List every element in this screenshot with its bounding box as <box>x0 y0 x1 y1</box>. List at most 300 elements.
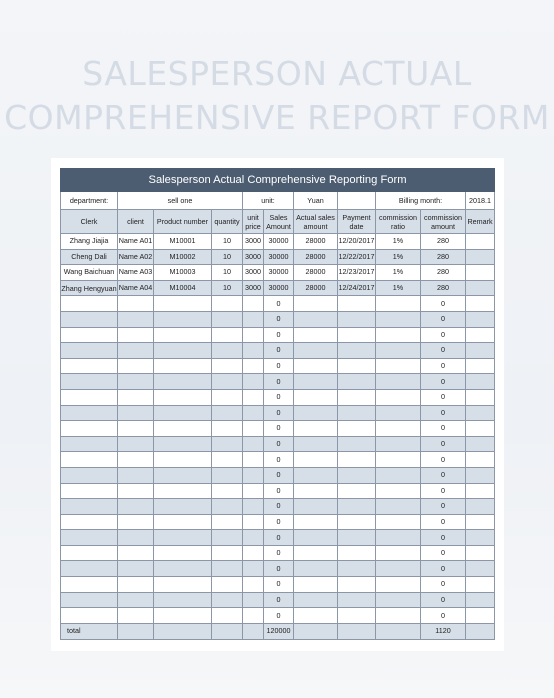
cell-payment-date[interactable] <box>338 327 376 343</box>
cell-sales-amount[interactable]: 0 <box>264 514 294 530</box>
cell-sales-amount[interactable]: 0 <box>264 467 294 483</box>
cell-remark[interactable] <box>466 389 495 405</box>
cell-commission-ratio[interactable] <box>376 327 421 343</box>
cell-unit-price[interactable] <box>243 577 264 593</box>
cell-remark[interactable] <box>466 405 495 421</box>
cell-remark[interactable] <box>466 577 495 593</box>
cell-clerk[interactable] <box>61 545 118 561</box>
total-cell-client[interactable] <box>118 623 154 639</box>
cell-actual-sales-amount[interactable] <box>294 608 338 624</box>
cell-quantity[interactable] <box>212 452 243 468</box>
cell-sales-amount[interactable]: 0 <box>264 530 294 546</box>
cell-commission-amount[interactable]: 0 <box>421 389 466 405</box>
cell-commission-ratio[interactable] <box>376 358 421 374</box>
cell-clerk[interactable] <box>61 499 118 515</box>
cell-actual-sales-amount[interactable] <box>294 499 338 515</box>
cell-client[interactable]: Name A02 <box>118 249 154 265</box>
cell-client[interactable] <box>118 311 154 327</box>
cell-sales-amount[interactable]: 0 <box>264 592 294 608</box>
cell-actual-sales-amount[interactable]: 28000 <box>294 280 338 296</box>
cell-clerk[interactable] <box>61 311 118 327</box>
cell-payment-date[interactable] <box>338 514 376 530</box>
cell-unit-price[interactable] <box>243 545 264 561</box>
cell-remark[interactable] <box>466 467 495 483</box>
cell-commission-amount[interactable]: 280 <box>421 249 466 265</box>
cell-clerk[interactable]: Zhang Jiajia <box>61 234 118 250</box>
cell-remark[interactable] <box>466 343 495 359</box>
cell-product-number[interactable] <box>154 343 212 359</box>
cell-product-number[interactable] <box>154 577 212 593</box>
cell-quantity[interactable] <box>212 577 243 593</box>
cell-actual-sales-amount[interactable]: 28000 <box>294 265 338 281</box>
cell-commission-ratio[interactable] <box>376 296 421 312</box>
cell-product-number[interactable]: M10001 <box>154 234 212 250</box>
cell-quantity[interactable] <box>212 514 243 530</box>
cell-actual-sales-amount[interactable] <box>294 561 338 577</box>
cell-commission-amount[interactable]: 0 <box>421 405 466 421</box>
cell-clerk[interactable] <box>61 436 118 452</box>
cell-client[interactable] <box>118 514 154 530</box>
cell-actual-sales-amount[interactable]: 28000 <box>294 234 338 250</box>
cell-actual-sales-amount[interactable] <box>294 311 338 327</box>
cell-unit-price[interactable]: 3000 <box>243 234 264 250</box>
cell-product-number[interactable] <box>154 311 212 327</box>
cell-client[interactable] <box>118 467 154 483</box>
table-row <box>61 405 495 421</box>
table-row <box>61 530 495 546</box>
table-row <box>61 499 495 515</box>
cell-clerk[interactable] <box>61 467 118 483</box>
cell-quantity[interactable] <box>212 327 243 343</box>
cell-payment-date[interactable] <box>338 421 376 437</box>
cell-payment-date[interactable] <box>338 499 376 515</box>
cell-unit-price[interactable] <box>243 499 264 515</box>
cell-commission-ratio[interactable] <box>376 499 421 515</box>
cell-payment-date[interactable] <box>338 467 376 483</box>
cell-commission-amount[interactable]: 0 <box>421 343 466 359</box>
cell-actual-sales-amount[interactable] <box>294 452 338 468</box>
cell-quantity[interactable] <box>212 483 243 499</box>
cell-actual-sales-amount[interactable] <box>294 514 338 530</box>
table-row <box>61 374 495 390</box>
cell-unit-price[interactable] <box>243 296 264 312</box>
cell-clerk[interactable] <box>61 577 118 593</box>
cell-client[interactable] <box>118 327 154 343</box>
cell-commission-amount[interactable]: 0 <box>421 436 466 452</box>
cell-commission-amount[interactable]: 0 <box>421 577 466 593</box>
cell-remark[interactable] <box>466 358 495 374</box>
cell-commission-amount[interactable]: 0 <box>421 530 466 546</box>
cell-payment-date[interactable] <box>338 530 376 546</box>
cell-remark[interactable] <box>466 530 495 546</box>
cell-clerk[interactable]: Wang Baichuan <box>61 265 118 281</box>
cell-payment-date[interactable]: 12/22/2017 <box>338 249 376 265</box>
cell-client[interactable] <box>118 577 154 593</box>
cell-sales-amount[interactable]: 30000 <box>264 234 294 250</box>
cell-sales-amount[interactable]: 0 <box>264 577 294 593</box>
cell-quantity[interactable] <box>212 530 243 546</box>
cell-commission-amount[interactable]: 0 <box>421 358 466 374</box>
cell-client[interactable] <box>118 436 154 452</box>
cell-commission-ratio[interactable] <box>376 436 421 452</box>
cell-payment-date[interactable] <box>338 343 376 359</box>
cell-actual-sales-amount[interactable] <box>294 577 338 593</box>
cell-clerk[interactable]: Zhang Hengyuan <box>61 280 118 296</box>
cell-unit-price[interactable] <box>243 436 264 452</box>
cell-client[interactable]: Name A01 <box>118 234 154 250</box>
cell-product-number[interactable] <box>154 327 212 343</box>
cell-sales-amount[interactable]: 0 <box>264 405 294 421</box>
cell-payment-date[interactable] <box>338 311 376 327</box>
total-cell-remark[interactable] <box>466 623 495 639</box>
cell-commission-ratio[interactable] <box>376 592 421 608</box>
cell-sales-amount[interactable]: 0 <box>264 327 294 343</box>
cell-quantity[interactable] <box>212 608 243 624</box>
cell-commission-ratio[interactable] <box>376 311 421 327</box>
cell-clerk[interactable] <box>61 483 118 499</box>
cell-actual-sales-amount[interactable] <box>294 530 338 546</box>
cell-quantity[interactable] <box>212 343 243 359</box>
unit-value[interactable]: Yuan <box>294 192 338 210</box>
total-cell-actual-sales-amount[interactable] <box>294 623 338 639</box>
cell-quantity[interactable] <box>212 374 243 390</box>
header-row <box>61 210 495 234</box>
cell-quantity[interactable]: 10 <box>212 265 243 281</box>
cell-sales-amount[interactable]: 0 <box>264 296 294 312</box>
cell-commission-amount[interactable]: 0 <box>421 467 466 483</box>
cell-commission-amount[interactable]: 280 <box>421 280 466 296</box>
cell-sales-amount[interactable]: 0 <box>264 343 294 359</box>
cell-client[interactable] <box>118 374 154 390</box>
cell-unit-price[interactable] <box>243 311 264 327</box>
cell-unit-price[interactable] <box>243 374 264 390</box>
cell-payment-date[interactable] <box>338 577 376 593</box>
cell-clerk[interactable] <box>61 327 118 343</box>
cell-unit-price[interactable] <box>243 561 264 577</box>
cell-actual-sales-amount[interactable] <box>294 358 338 374</box>
cell-commission-amount[interactable]: 0 <box>421 374 466 390</box>
cell-client[interactable] <box>118 561 154 577</box>
cell-unit-price[interactable]: 3000 <box>243 265 264 281</box>
cell-unit-price[interactable] <box>243 530 264 546</box>
meta-blank-cell[interactable] <box>338 192 376 210</box>
banner-line-2: COMPREHENSIVE REPORT FORM <box>4 98 550 137</box>
cell-product-number[interactable] <box>154 514 212 530</box>
cell-commission-ratio[interactable] <box>376 561 421 577</box>
cell-commission-amount[interactable]: 280 <box>421 234 466 250</box>
cell-product-number[interactable] <box>154 467 212 483</box>
cell-payment-date[interactable] <box>338 561 376 577</box>
cell-commission-ratio[interactable] <box>376 389 421 405</box>
cell-payment-date[interactable] <box>338 545 376 561</box>
cell-commission-ratio[interactable]: 1% <box>376 280 421 296</box>
cell-commission-amount[interactable]: 0 <box>421 421 466 437</box>
cell-commission-ratio[interactable] <box>376 608 421 624</box>
cell-commission-amount[interactable]: 0 <box>421 514 466 530</box>
cell-commission-ratio[interactable] <box>376 405 421 421</box>
cell-commission-amount[interactable]: 0 <box>421 311 466 327</box>
cell-clerk[interactable] <box>61 374 118 390</box>
cell-actual-sales-amount[interactable] <box>294 389 338 405</box>
column-header-payment-date: Payment date <box>338 210 376 234</box>
cell-product-number[interactable] <box>154 452 212 468</box>
cell-product-number[interactable] <box>154 530 212 546</box>
cell-product-number[interactable] <box>154 592 212 608</box>
cell-commission-ratio[interactable] <box>376 514 421 530</box>
cell-quantity[interactable] <box>212 561 243 577</box>
column-header-actual-sales-amount: Actual sales amount <box>294 210 338 234</box>
billing-month-label: Billing month: <box>376 192 466 210</box>
cell-quantity[interactable] <box>212 545 243 561</box>
cell-actual-sales-amount[interactable] <box>294 343 338 359</box>
cell-unit-price[interactable]: 3000 <box>243 249 264 265</box>
cell-sales-amount[interactable]: 0 <box>264 358 294 374</box>
cell-quantity[interactable] <box>212 358 243 374</box>
total-cell-product-number[interactable] <box>154 623 212 639</box>
cell-actual-sales-amount[interactable] <box>294 467 338 483</box>
cell-sales-amount[interactable]: 0 <box>264 452 294 468</box>
cell-client[interactable] <box>118 405 154 421</box>
cell-product-number[interactable] <box>154 421 212 437</box>
cell-commission-amount[interactable]: 0 <box>421 483 466 499</box>
cell-sales-amount[interactable]: 0 <box>264 311 294 327</box>
cell-remark[interactable] <box>466 280 495 296</box>
cell-remark[interactable] <box>466 592 495 608</box>
cell-client[interactable] <box>118 421 154 437</box>
cell-remark[interactable] <box>466 234 495 250</box>
cell-product-number[interactable] <box>154 608 212 624</box>
cell-sales-amount[interactable]: 0 <box>264 561 294 577</box>
total-row <box>61 623 495 639</box>
cell-actual-sales-amount[interactable] <box>294 483 338 499</box>
cell-quantity[interactable] <box>212 311 243 327</box>
cell-product-number[interactable] <box>154 499 212 515</box>
cell-actual-sales-amount[interactable] <box>294 545 338 561</box>
cell-commission-ratio[interactable] <box>376 545 421 561</box>
cell-remark[interactable] <box>466 311 495 327</box>
cell-product-number[interactable]: M10004 <box>154 280 212 296</box>
cell-actual-sales-amount[interactable] <box>294 405 338 421</box>
cell-unit-price[interactable] <box>243 421 264 437</box>
cell-clerk[interactable] <box>61 296 118 312</box>
cell-actual-sales-amount[interactable] <box>294 421 338 437</box>
cell-commission-ratio[interactable] <box>376 343 421 359</box>
cell-quantity[interactable] <box>212 499 243 515</box>
cell-remark[interactable] <box>466 483 495 499</box>
cell-payment-date[interactable] <box>338 436 376 452</box>
total-cell-sales-amount[interactable]: 120000 <box>264 623 294 639</box>
total-cell-payment-date[interactable] <box>338 623 376 639</box>
cell-payment-date[interactable]: 12/23/2017 <box>338 265 376 281</box>
cell-product-number[interactable]: M10002 <box>154 249 212 265</box>
total-cell-unit-price[interactable] <box>243 623 264 639</box>
cell-commission-amount[interactable]: 0 <box>421 592 466 608</box>
cell-remark[interactable] <box>466 545 495 561</box>
cell-commission-ratio[interactable]: 1% <box>376 265 421 281</box>
cell-clerk[interactable] <box>61 452 118 468</box>
cell-product-number[interactable] <box>154 358 212 374</box>
cell-actual-sales-amount[interactable] <box>294 436 338 452</box>
cell-client[interactable] <box>118 452 154 468</box>
cell-remark[interactable] <box>466 249 495 265</box>
cell-actual-sales-amount[interactable] <box>294 296 338 312</box>
cell-client[interactable] <box>118 483 154 499</box>
cell-unit-price[interactable] <box>243 514 264 530</box>
cell-sales-amount[interactable]: 0 <box>264 608 294 624</box>
cell-product-number[interactable] <box>154 296 212 312</box>
cell-quantity[interactable] <box>212 421 243 437</box>
cell-clerk[interactable] <box>61 358 118 374</box>
cell-quantity[interactable] <box>212 296 243 312</box>
cell-unit-price[interactable] <box>243 343 264 359</box>
cell-unit-price[interactable]: 3000 <box>243 280 264 296</box>
cell-commission-ratio[interactable] <box>376 483 421 499</box>
cell-commission-ratio[interactable] <box>376 452 421 468</box>
cell-product-number[interactable] <box>154 405 212 421</box>
cell-client[interactable] <box>118 343 154 359</box>
cell-product-number[interactable] <box>154 483 212 499</box>
cell-quantity[interactable] <box>212 405 243 421</box>
cell-product-number[interactable] <box>154 561 212 577</box>
cell-sales-amount[interactable]: 0 <box>264 545 294 561</box>
cell-unit-price[interactable] <box>243 327 264 343</box>
cell-commission-amount[interactable]: 0 <box>421 327 466 343</box>
cell-unit-price[interactable] <box>243 608 264 624</box>
cell-payment-date[interactable]: 12/24/2017 <box>338 280 376 296</box>
cell-product-number[interactable] <box>154 545 212 561</box>
cell-unit-price[interactable] <box>243 592 264 608</box>
cell-client[interactable] <box>118 592 154 608</box>
cell-clerk[interactable] <box>61 608 118 624</box>
cell-product-number[interactable] <box>154 436 212 452</box>
cell-payment-date[interactable] <box>338 483 376 499</box>
cell-unit-price[interactable] <box>243 405 264 421</box>
cell-unit-price[interactable] <box>243 358 264 374</box>
cell-payment-date[interactable] <box>338 358 376 374</box>
cell-unit-price[interactable] <box>243 452 264 468</box>
cell-commission-amount[interactable]: 0 <box>421 452 466 468</box>
cell-payment-date[interactable] <box>338 405 376 421</box>
cell-clerk[interactable] <box>61 421 118 437</box>
cell-commission-ratio[interactable] <box>376 374 421 390</box>
cell-remark[interactable] <box>466 374 495 390</box>
cell-remark[interactable] <box>466 561 495 577</box>
cell-client[interactable]: Name A03 <box>118 265 154 281</box>
cell-clerk[interactable] <box>61 561 118 577</box>
total-cell-commission-amount[interactable]: 1120 <box>421 623 466 639</box>
cell-client[interactable] <box>118 499 154 515</box>
cell-remark[interactable] <box>466 608 495 624</box>
cell-payment-date[interactable] <box>338 374 376 390</box>
cell-sales-amount[interactable]: 0 <box>264 499 294 515</box>
cell-clerk[interactable] <box>61 389 118 405</box>
cell-unit-price[interactable] <box>243 483 264 499</box>
cell-quantity[interactable] <box>212 436 243 452</box>
cell-payment-date[interactable] <box>338 452 376 468</box>
cell-commission-ratio[interactable] <box>376 467 421 483</box>
cell-client[interactable] <box>118 545 154 561</box>
cell-product-number[interactable] <box>154 374 212 390</box>
cell-client[interactable]: Name A04 <box>118 280 154 296</box>
cell-remark[interactable] <box>466 421 495 437</box>
cell-remark[interactable] <box>466 436 495 452</box>
cell-payment-date[interactable] <box>338 608 376 624</box>
cell-actual-sales-amount[interactable] <box>294 327 338 343</box>
cell-sales-amount[interactable]: 0 <box>264 374 294 390</box>
cell-sales-amount[interactable]: 0 <box>264 483 294 499</box>
cell-commission-amount[interactable]: 0 <box>421 545 466 561</box>
cell-clerk[interactable] <box>61 530 118 546</box>
cell-clerk[interactable] <box>61 343 118 359</box>
cell-commission-amount[interactable]: 0 <box>421 561 466 577</box>
cell-quantity[interactable] <box>212 592 243 608</box>
cell-sales-amount[interactable]: 0 <box>264 389 294 405</box>
cell-unit-price[interactable] <box>243 389 264 405</box>
cell-payment-date[interactable]: 12/20/2017 <box>338 234 376 250</box>
cell-clerk[interactable] <box>61 514 118 530</box>
cell-commission-amount[interactable]: 0 <box>421 499 466 515</box>
cell-remark[interactable] <box>466 499 495 515</box>
cell-payment-date[interactable] <box>338 389 376 405</box>
cell-sales-amount[interactable]: 30000 <box>264 280 294 296</box>
total-cell-quantity[interactable] <box>212 623 243 639</box>
cell-clerk[interactable] <box>61 592 118 608</box>
cell-actual-sales-amount[interactable]: 28000 <box>294 249 338 265</box>
cell-commission-ratio[interactable]: 1% <box>376 234 421 250</box>
cell-remark[interactable] <box>466 296 495 312</box>
department-value[interactable]: sell one <box>118 192 243 210</box>
cell-quantity[interactable]: 10 <box>212 249 243 265</box>
cell-sales-amount[interactable]: 0 <box>264 436 294 452</box>
cell-actual-sales-amount[interactable] <box>294 374 338 390</box>
cell-commission-amount[interactable]: 280 <box>421 265 466 281</box>
cell-client[interactable] <box>118 608 154 624</box>
cell-client[interactable] <box>118 389 154 405</box>
cell-client[interactable] <box>118 358 154 374</box>
cell-client[interactable] <box>118 530 154 546</box>
cell-remark[interactable] <box>466 452 495 468</box>
cell-sales-amount[interactable]: 0 <box>264 421 294 437</box>
cell-quantity[interactable]: 10 <box>212 280 243 296</box>
cell-unit-price[interactable] <box>243 467 264 483</box>
cell-commission-ratio[interactable]: 1% <box>376 249 421 265</box>
cell-commission-ratio[interactable] <box>376 530 421 546</box>
cell-clerk[interactable] <box>61 405 118 421</box>
billing-month-value[interactable]: 2018.1 <box>466 192 495 210</box>
total-cell-commission-ratio[interactable] <box>376 623 421 639</box>
cell-commission-amount[interactable]: 0 <box>421 608 466 624</box>
cell-quantity[interactable] <box>212 467 243 483</box>
cell-commission-ratio[interactable] <box>376 577 421 593</box>
cell-sales-amount[interactable]: 30000 <box>264 249 294 265</box>
cell-product-number[interactable] <box>154 389 212 405</box>
cell-quantity[interactable] <box>212 389 243 405</box>
cell-clerk[interactable]: Cheng Dali <box>61 249 118 265</box>
cell-client[interactable] <box>118 296 154 312</box>
cell-quantity[interactable]: 10 <box>212 234 243 250</box>
cell-sales-amount[interactable]: 30000 <box>264 265 294 281</box>
cell-remark[interactable] <box>466 327 495 343</box>
cell-remark[interactable] <box>466 265 495 281</box>
cell-commission-ratio[interactable] <box>376 421 421 437</box>
cell-remark[interactable] <box>466 514 495 530</box>
cell-actual-sales-amount[interactable] <box>294 592 338 608</box>
table-row <box>61 436 495 452</box>
cell-payment-date[interactable] <box>338 296 376 312</box>
cell-commission-amount[interactable]: 0 <box>421 296 466 312</box>
cell-payment-date[interactable] <box>338 592 376 608</box>
cell-product-number[interactable]: M10003 <box>154 265 212 281</box>
